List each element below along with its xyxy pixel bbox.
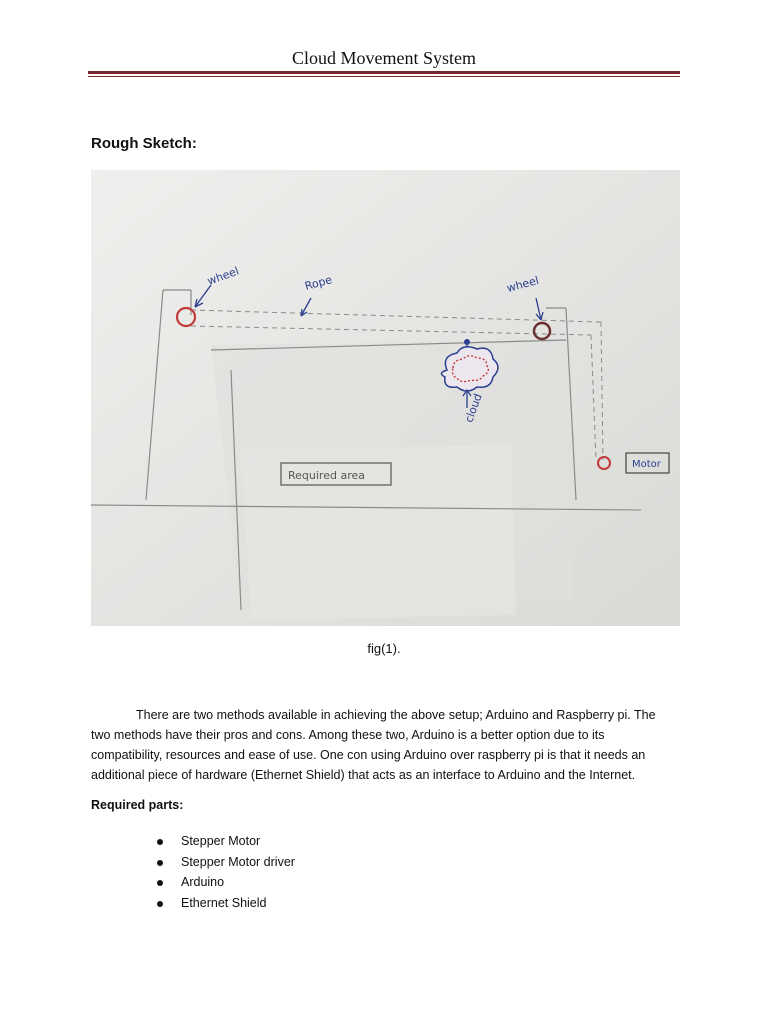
motor-label: Motor [632,459,661,470]
list-item [150,872,295,893]
figure-caption: fig(1). [367,641,401,656]
body-paragraph: There are two methods available in achieving the above setup; Arduino and Raspberry pi. The two methods have their pros and cons. Among these two, Arduino is a better option due to its compatibility, resources and ease of use. One con using Arduino over raspberry pi is that it needs an additional piece of hardware (Ethernet Shield) that acts as an interface to Arduino and the Internet. [91,708,656,782]
required-parts-list [150,831,295,913]
bullet-icon [157,901,163,907]
rope-label: Rope [303,273,334,293]
bullet-icon [157,839,163,845]
list-item-label: Arduino [181,875,225,889]
wheel-left-label: wheel [205,264,241,288]
rough-sketch-photo [91,170,680,626]
cloud-label: cloud [462,391,485,425]
list-item [150,831,295,852]
required-area-label: Required area [288,469,365,482]
list-item-label: Stepper Motor driver [181,854,295,869]
header-rule [88,71,680,74]
wheel-right-label: wheel [505,273,541,295]
list-item [150,852,295,873]
sketch-drawing [91,170,680,626]
required-parts-heading: Required parts: [91,798,184,812]
header-rule-thin [88,76,680,77]
bullet-icon [157,880,163,886]
bullet-icon [157,860,163,866]
list-item-label: Ethernet Shield [181,895,267,910]
section-heading: Rough Sketch: [91,135,197,152]
list-item-label: Stepper Motor [181,834,261,848]
page-header-title: Cloud Movement System [292,48,476,68]
list-item [150,893,295,914]
